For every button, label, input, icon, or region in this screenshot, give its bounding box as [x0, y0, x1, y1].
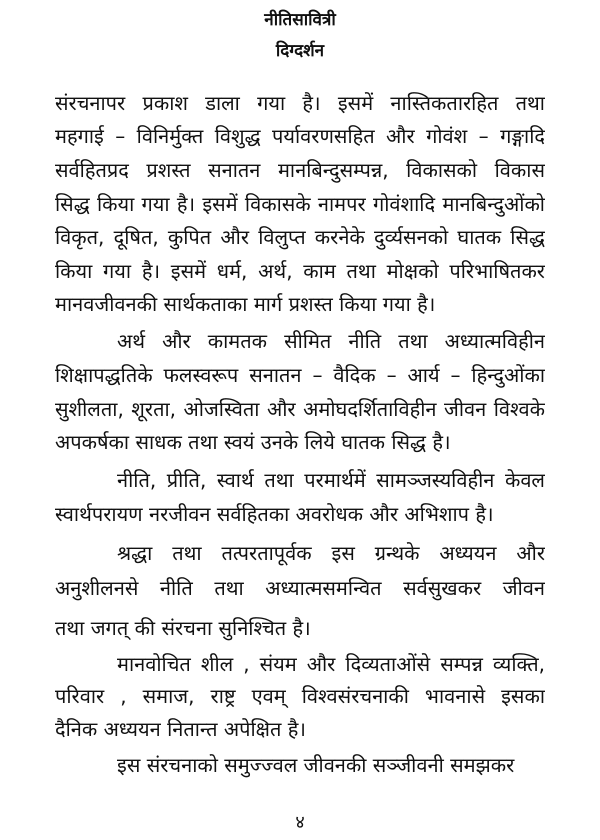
text-line: नीति, प्रीति, स्वार्थ तथा परमार्थमें सामञ्जस्यविहीन केवल	[117, 468, 545, 492]
text-line: शिक्षापद्धतिके फलस्वरूप सनातन – वैदिक – आर्य – हिन्दुओंका	[55, 363, 545, 387]
section-title: दिग्दर्शन	[275, 41, 325, 61]
book-title: नीतिसावित्री	[264, 10, 336, 30]
text-line: तथा जगत् की संरचना सुनिश्चित है।	[55, 616, 311, 640]
text-line: सिद्ध किया गया है। इसमें विकासके नामपर गोवंशादि मानबिन्दुओंको	[55, 192, 545, 216]
text-line: सर्वहितप्रद प्रशस्त सनातन मानबिन्दुसम्पन्न, विकासको विकास	[55, 158, 545, 182]
text-line: अर्थ और कामतक सीमित नीति तथा अध्यात्मविहीन	[117, 329, 545, 353]
text-line: विकृत, दूषित, कुपित और विलुप्त करनेके दुर्व्यसनको घातक सिद्ध	[55, 225, 545, 249]
text-line: अपकर्षका साधक तथा स्वयं उनके लिये घातक सिद्ध है।	[55, 430, 451, 454]
text-line: मानवजीवनकी सार्थकताका मार्ग प्रशस्त किया गया है।	[55, 292, 436, 316]
text-line: किया गया है। इसमें धर्म, अर्थ, काम तथा मोक्षको परिभाषितकर	[55, 259, 545, 283]
text-line: संरचनापर प्रकाश डाला गया है। इसमें नास्तिकतारहित तथा	[55, 91, 545, 115]
page-number: ४	[295, 812, 305, 833]
text-line: परिवार , समाज, राष्ट्र एवम् विश्वसंरचनाकी भावनासे इसका	[55, 684, 545, 708]
text-line: श्रद्धा तथा तत्परतापूर्वक इस ग्रन्थके अध्ययन और	[117, 541, 545, 565]
text-line: इस संरचनाको समुज्ज्वल जीवनकी सञ्जीवनी समझकर	[117, 753, 515, 777]
text-line: महगाई – विनिर्मुक्त विशुद्ध पर्यावरणसहित और गोवंश – गङ्गादि	[55, 124, 545, 148]
text-line: अनुशीलनसे नीति तथा अध्यात्मसमन्वित सर्वसुखकर जीवन	[55, 576, 545, 600]
text-line: मानवोचित शील , संयम और दिव्यताओंसे सम्पन्न व्यक्ति,	[117, 652, 545, 676]
text-line: दैनिक अध्ययन नितान्त अपेक्षित है।	[55, 717, 306, 741]
text-line: स्वार्थपरायण नरजीवन सर्वहितका अवरोधक और अभिशाप है।	[55, 502, 494, 526]
text-line: सुशीलता, शूरता, ओजस्विता और अमोघदर्शिताविहीन जीवन विश्वके	[55, 397, 545, 421]
